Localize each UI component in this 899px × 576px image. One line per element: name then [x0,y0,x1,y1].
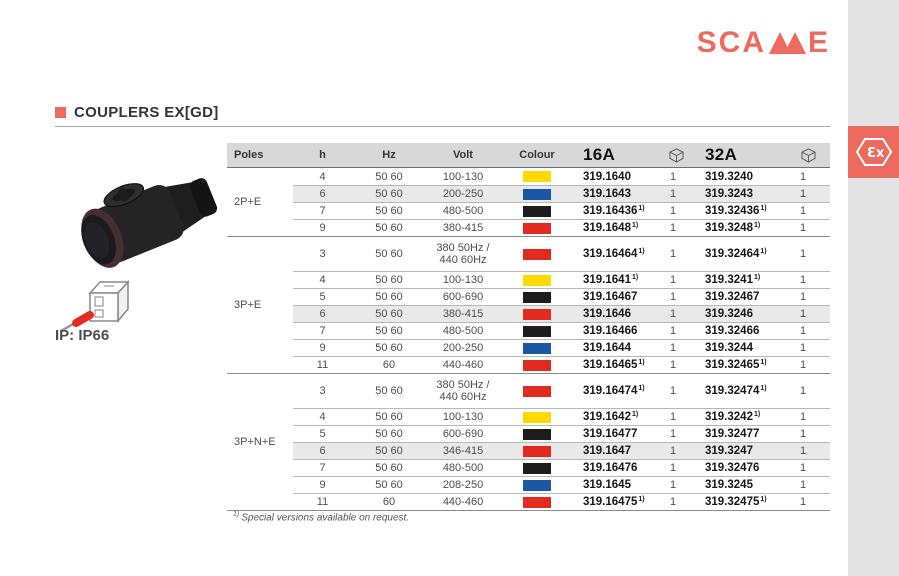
cell-volt: 200-250 [442,188,484,200]
cell-qty-16a: 1 [670,291,677,303]
cell-article-32a [696,323,786,339]
cell-hz: 50 60 [375,248,403,260]
footnote-marker: 1) [631,221,639,229]
cell-hz: 50 60 [375,205,403,217]
ex-label: Ɛx [866,146,884,161]
cell-volt: 100-130 [442,170,484,183]
cell-volt: 380-415 [442,222,484,234]
colour-swatch [523,292,551,303]
title-divider [55,126,830,127]
article-number: 319.1640 [583,170,631,183]
cell-colour [500,289,574,305]
cell-h: 3 [319,248,326,260]
cell-article-16a [574,203,656,219]
article-number: 319.32466 [705,325,760,337]
cell-h: 11 [316,359,329,371]
col-header-poles: Poles [234,149,264,161]
col-header-colour: Colour [519,149,555,161]
article-number: 319.32474 [705,385,760,397]
col-header-16a: 16A [583,145,616,164]
cell-article-16a [574,494,656,510]
cell-colour [500,306,574,322]
cell-article-32a [696,186,786,202]
colour-swatch [523,223,551,234]
cell-colour [500,220,574,236]
group-rows [293,237,830,373]
colour-swatch [523,249,551,260]
cell-qty-16a: 1 [670,496,677,508]
footnote-marker: 1) [760,384,767,392]
cell-hz: 50 60 [375,411,403,423]
cell-hz: 50 60 [375,385,403,397]
footnote-marker: 1) [638,204,645,212]
cell-qty-32a: 1 [800,496,807,508]
cell-h: 9 [319,222,326,234]
cell-h: 7 [319,325,326,337]
cell-colour [500,409,574,425]
article-number: 319.16466 [583,325,638,337]
cell-article-32a [696,306,786,322]
table-row [293,288,830,305]
section-header [55,104,219,121]
cell-volt: 380 50Hz / 440 60Hz [436,379,490,403]
cell-h: 7 [319,205,326,217]
article-number: 319.1642 [583,411,631,423]
cell-qty-16a: 1 [670,222,677,234]
col-header-32a: 32A [705,145,738,164]
cell-article-32a [696,443,786,459]
cell-article-16a [574,289,656,305]
cell-article-16a [574,323,656,339]
cell-hz: 50 60 [375,222,403,234]
cell-qty-16a: 1 [670,445,677,457]
article-number: 319.32465 [705,359,760,371]
cell-article-32a [696,409,786,425]
cell-volt: 480-500 [442,462,484,474]
article-number: 319.32475 [705,496,760,508]
cell-article-16a [574,220,656,236]
package-icon [656,148,696,163]
cell-qty-16a: 1 [670,248,677,260]
cell-qty-32a: 1 [800,222,807,234]
table-row [293,425,830,442]
cell-qty-32a: 1 [800,428,807,440]
cell-colour [500,237,574,271]
article-number: 319.1647 [583,445,631,457]
cell-h: 6 [319,188,326,200]
article-number: 319.3241 [705,274,753,286]
article-number: 319.16436 [583,205,638,217]
colour-swatch [523,326,551,337]
article-number: 319.1644 [583,342,631,354]
cell-article-16a [574,426,656,442]
group-rows [293,374,830,510]
scame-logo [696,26,830,59]
table-row [293,339,830,356]
table-row [293,459,830,476]
article-number: 319.3248 [705,222,753,234]
table-header-row [227,143,830,168]
colour-swatch [523,463,551,474]
cell-h: 4 [319,170,326,183]
footnote-marker: 1) [638,384,645,392]
article-number: 319.32477 [705,428,760,440]
footnote-marker: 1) [631,273,639,281]
cell-hz: 50 60 [375,274,403,286]
cell-volt: 480-500 [442,205,484,217]
cell-qty-32a: 1 [800,479,807,491]
article-number: 319.16476 [583,462,638,474]
cell-h: 5 [319,428,326,440]
cell-volt: 100-130 [442,274,484,286]
cell-volt: 480-500 [442,325,484,337]
cell-qty-32a: 1 [800,188,807,200]
article-number: 319.1648 [583,222,631,234]
cell-qty-32a: 1 [800,411,807,423]
table-row [293,185,830,202]
cell-qty-16a: 1 [670,479,677,491]
cell-article-16a [574,186,656,202]
cell-article-16a [574,306,656,322]
cell-volt: 440-460 [442,359,484,371]
footnote-text: Special versions available on request. [241,512,410,524]
colour-swatch [523,189,551,200]
cell-qty-32a: 1 [800,385,807,397]
cell-h: 7 [319,462,326,474]
atex-ex-tab [848,126,899,178]
cell-article-16a [574,340,656,356]
table-footnote [233,511,409,523]
article-number: 319.32467 [705,291,760,303]
cell-qty-16a: 1 [670,205,677,217]
col-header-h: h [319,149,326,161]
pole-group [227,236,830,373]
article-number: 319.1646 [583,308,631,320]
cell-h: 6 [319,445,326,457]
poles-label: 3P+N+E [234,436,276,448]
cell-article-16a [574,409,656,425]
footnote-marker: 1) [638,247,645,255]
cell-hz: 60 [382,359,396,371]
cell-colour [500,340,574,356]
cell-volt: 208-250 [442,479,484,491]
cell-article-32a [696,340,786,356]
article-number: 319.16467 [583,291,638,303]
pole-group [227,168,830,236]
cell-qty-16a: 1 [670,170,677,183]
package-icon [786,148,830,163]
article-number: 319.3244 [705,342,753,354]
colour-swatch [523,171,551,182]
table-row [293,168,830,185]
cell-colour [500,426,574,442]
cell-colour [500,186,574,202]
cell-h: 9 [319,479,326,491]
table-row [293,408,830,425]
cell-qty-16a: 1 [670,359,677,371]
cell-colour [500,323,574,339]
page-title: COUPLERS EX[GD] [74,104,219,121]
colour-swatch [523,480,551,491]
cell-colour [500,460,574,476]
cell-qty-32a: 1 [800,462,807,474]
pole-group [227,373,830,510]
table-row [293,442,830,459]
cell-hz: 50 60 [375,308,403,320]
cell-hz: 50 60 [375,342,403,354]
cell-colour [500,168,574,185]
cell-hz: 50 60 [375,445,403,457]
cell-article-32a [696,477,786,493]
cell-colour [500,203,574,219]
poles-label: 3P+E [234,299,262,311]
table-row [293,476,830,493]
article-number: 319.3242 [705,411,753,423]
cell-qty-32a: 1 [800,325,807,337]
cell-article-32a [696,272,786,288]
cell-volt: 200-250 [442,342,484,354]
article-number: 319.32436 [705,205,760,217]
cell-volt: 600-690 [442,428,484,440]
col-header-hz: Hz [382,149,396,161]
colour-swatch [523,412,551,423]
cell-h: 11 [316,496,329,508]
footnote-sup: 1) [233,511,240,518]
cell-hz: 50 60 [375,479,403,491]
footnote-marker: 1) [631,410,639,418]
footnote-marker: 1) [753,273,761,281]
cell-qty-32a: 1 [800,274,807,286]
cell-hz: 50 60 [375,188,403,200]
cell-volt: 440-460 [442,496,484,508]
table-row [293,219,830,236]
article-number: 319.32464 [705,248,760,260]
colour-swatch [523,386,551,397]
cell-qty-32a: 1 [800,445,807,457]
product-table [227,143,830,511]
cell-qty-32a: 1 [800,170,807,183]
table-row [293,237,830,271]
article-number: 319.16475 [583,496,638,508]
cell-hz: 50 60 [375,291,403,303]
footnote-marker: 1) [753,410,761,418]
table-row [293,493,830,510]
cell-article-16a [574,357,656,373]
cell-qty-16a: 1 [670,274,677,286]
cell-colour [500,494,574,510]
cell-article-32a [696,220,786,236]
cell-qty-16a: 1 [670,188,677,200]
cell-volt: 380-415 [442,308,484,320]
footnote-marker: 1) [638,358,645,366]
table-row [293,271,830,288]
article-number: 319.3240 [705,170,753,183]
article-number: 319.3247 [705,445,753,457]
cell-volt: 100-130 [442,411,484,423]
colour-swatch [523,309,551,320]
footnote-marker: 1) [760,247,767,255]
cell-qty-32a: 1 [800,291,807,303]
colour-swatch [523,206,551,217]
article-number: 319.3243 [705,188,753,200]
article-number: 319.16477 [583,428,638,440]
footnote-marker: 1) [753,221,761,229]
cell-hz: 50 60 [375,462,403,474]
cell-qty-16a: 1 [670,308,677,320]
cell-article-16a [574,477,656,493]
cell-h: 6 [319,308,326,320]
cell-article-32a [696,426,786,442]
cell-h: 3 [319,385,326,397]
cell-colour [500,374,574,408]
cell-h: 5 [319,291,326,303]
cell-hz: 60 [382,496,396,508]
cell-qty-32a: 1 [800,359,807,371]
cell-volt: 346-415 [442,445,484,457]
cell-qty-32a: 1 [800,205,807,217]
colour-swatch [523,360,551,371]
article-number: 319.32476 [705,462,760,474]
cell-article-16a [574,272,656,288]
cell-article-16a [574,460,656,476]
col-header-volt: Volt [453,149,473,161]
cell-qty-16a: 1 [670,428,677,440]
cell-article-32a [696,374,786,408]
cell-article-16a [574,168,656,185]
footnote-marker: 1) [760,358,767,366]
logo-right: E [807,26,830,59]
colour-swatch [523,343,551,354]
cell-qty-16a: 1 [670,342,677,354]
article-number: 319.16464 [583,248,638,260]
logo-m-icon [769,32,806,54]
cell-article-32a [696,203,786,219]
cell-qty-32a: 1 [800,342,807,354]
cell-article-16a [574,443,656,459]
cell-qty-32a: 1 [800,248,807,260]
cell-article-32a [696,289,786,305]
table-body [227,168,830,510]
footnote-marker: 1) [638,495,645,503]
cell-qty-16a: 1 [670,325,677,337]
cell-h: 9 [319,342,326,354]
cell-h: 4 [319,411,326,423]
footnote-marker: 1) [760,204,767,212]
cell-article-16a [574,237,656,271]
cell-hz: 50 60 [375,325,403,337]
cell-article-32a [696,168,786,185]
table-row [293,322,830,339]
cell-article-32a [696,494,786,510]
table-row [293,356,830,373]
article-number: 319.3245 [705,479,753,491]
colour-swatch [523,429,551,440]
ex-hexagon-icon [854,135,894,169]
colour-swatch [523,446,551,457]
ip-rating-label: IP: IP66 [55,327,110,344]
cell-qty-16a: 1 [670,385,677,397]
cell-colour [500,357,574,373]
article-number: 319.1643 [583,188,631,200]
cell-colour [500,443,574,459]
section-bullet-icon [55,107,66,118]
article-number: 319.16474 [583,385,638,397]
cell-colour [500,272,574,288]
cell-hz: 50 60 [375,170,403,183]
cell-volt: 600-690 [442,291,484,303]
page-edge-strip [848,0,899,576]
group-rows [293,168,830,236]
logo-left: SCA [696,26,766,59]
cell-qty-16a: 1 [670,411,677,423]
footnote-marker: 1) [760,495,767,503]
cell-qty-16a: 1 [670,462,677,474]
poles-label: 2P+E [234,196,262,208]
cell-article-32a [696,237,786,271]
cell-volt: 380 50Hz / 440 60Hz [436,242,490,266]
article-number: 319.3246 [705,308,753,320]
cell-article-32a [696,357,786,373]
cell-h: 4 [319,274,326,286]
table-row [293,374,830,408]
colour-swatch [523,497,551,508]
cell-hz: 50 60 [375,428,403,440]
cell-article-16a [574,374,656,408]
table-row [293,305,830,322]
article-number: 319.16465 [583,359,638,371]
cell-article-32a [696,460,786,476]
cell-colour [500,477,574,493]
colour-swatch [523,275,551,286]
cell-qty-32a: 1 [800,308,807,320]
article-number: 319.1645 [583,479,631,491]
article-number: 319.1641 [583,274,631,286]
table-row [293,202,830,219]
